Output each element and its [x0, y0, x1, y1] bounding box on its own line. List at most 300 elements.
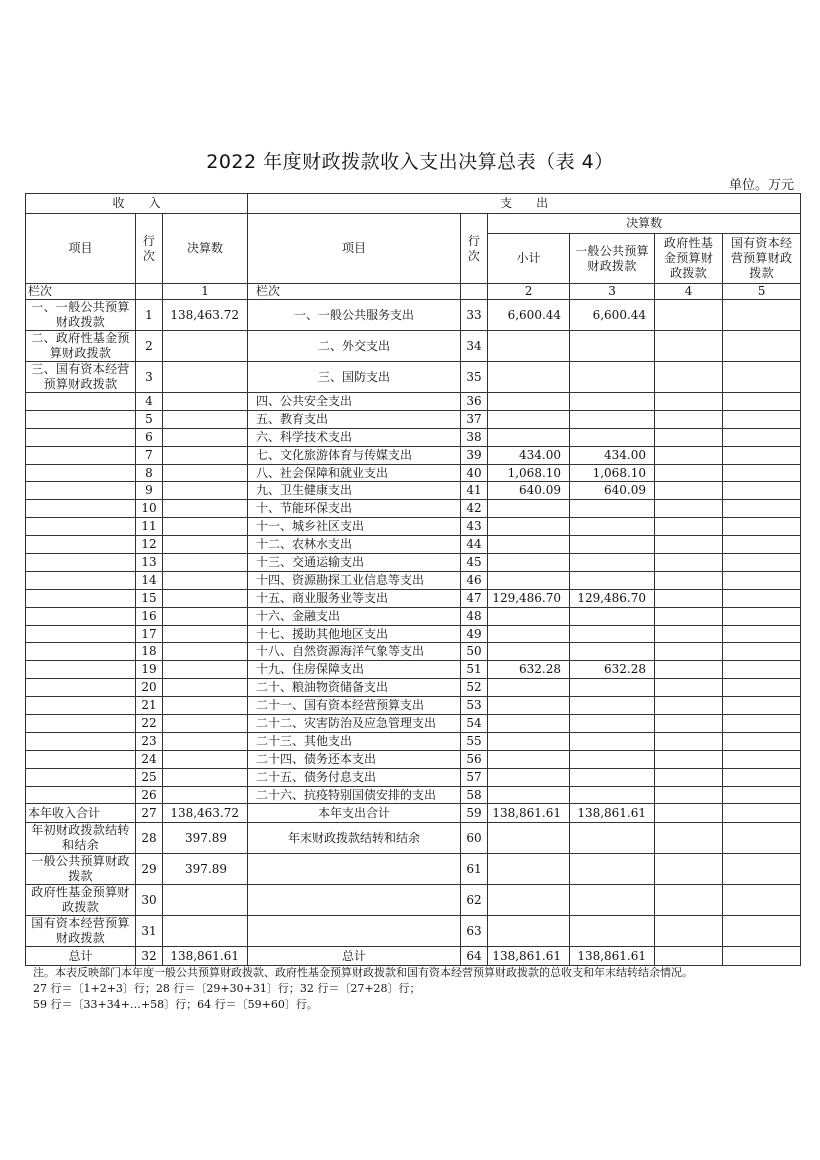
expense-general [570, 536, 655, 554]
empty-cell [570, 885, 655, 916]
table-row [26, 536, 801, 554]
expense-general [570, 331, 655, 362]
empty-cell [26, 500, 136, 518]
income-row-no: 11 [136, 518, 163, 536]
expense-subtotal [488, 518, 570, 536]
expense-item: 八、社会保障和就业支出 [248, 464, 461, 482]
income-row-no: 30 [136, 885, 163, 916]
empty-cell [26, 715, 136, 733]
table-row [26, 393, 801, 411]
expense-item: 七、文化旅游体育与传媒支出 [248, 446, 461, 464]
expense-item-header: 项目 [248, 214, 461, 284]
table-row [26, 362, 801, 393]
expense-subtotal [488, 697, 570, 715]
footnote: 27 行＝〔1+2+3〕行；28 行＝〔29+30+31〕行；32 行＝〔27+28〕行； [33, 982, 421, 995]
empty-cell [163, 679, 248, 697]
expense-general [570, 679, 655, 697]
expense-item: 二十五、债务付息支出 [248, 768, 461, 786]
empty-cell [26, 571, 136, 589]
table-row [26, 643, 801, 661]
empty-cell [723, 428, 801, 446]
expense-subtotal: 632.28 [488, 661, 570, 679]
income-item: 国有资本经营预算财政拨款 [26, 916, 136, 947]
income-row-no: 19 [136, 661, 163, 679]
table-row [26, 428, 801, 446]
state-capital-header: 国有资本经营预算财政拨款 [723, 234, 801, 284]
empty-cell [136, 284, 163, 300]
empty-cell [723, 750, 801, 768]
empty-cell [163, 786, 248, 804]
expense-row-no: 34 [461, 331, 488, 362]
expense-general [570, 643, 655, 661]
income-row-no: 15 [136, 589, 163, 607]
expense-row-no: 59 [461, 804, 488, 823]
expense-item: 二十一、国有资本经营预算支出 [248, 697, 461, 715]
expense-group-header: 支 出 [248, 194, 801, 214]
expense-subtotal [488, 786, 570, 804]
empty-cell [655, 446, 723, 464]
expense-item: 总计 [248, 947, 461, 966]
empty-cell [655, 679, 723, 697]
expense-subtotal [488, 607, 570, 625]
income-row-no: 31 [136, 916, 163, 947]
footnote: 注。本表反映部门本年度一般公共预算财政拨款、政府性基金预算财政拨款和国有资本经营预算财政拨款的总收支和年末结转结余情况。 [33, 966, 693, 979]
income-row-no: 20 [136, 679, 163, 697]
expense-general [570, 410, 655, 428]
empty-cell [655, 607, 723, 625]
expense-subtotal [488, 362, 570, 393]
table-row [26, 661, 801, 679]
empty-cell [26, 482, 136, 500]
expense-item: 二十二、灾害防治及应急管理支出 [248, 715, 461, 733]
empty-cell [26, 732, 136, 750]
empty-cell [163, 916, 248, 947]
empty-cell [163, 410, 248, 428]
expense-row-no: 49 [461, 625, 488, 643]
income-item: 政府性基金预算财政拨款 [26, 885, 136, 916]
empty-cell [163, 393, 248, 411]
income-row-no: 28 [136, 823, 163, 854]
income-row-no: 18 [136, 643, 163, 661]
empty-cell [163, 518, 248, 536]
empty-cell [723, 786, 801, 804]
expense-subtotal [488, 750, 570, 768]
empty-cell [723, 607, 801, 625]
income-item: 总计 [26, 947, 136, 966]
income-row-no: 12 [136, 536, 163, 554]
expense-row-no: 46 [461, 571, 488, 589]
expense-subtotal [488, 625, 570, 643]
empty-cell [26, 750, 136, 768]
expense-subtotal: 129,486.70 [488, 589, 570, 607]
expense-row-no: 45 [461, 554, 488, 572]
expense-item: 六、科学技术支出 [248, 428, 461, 446]
expense-row-no: 60 [461, 823, 488, 854]
empty-cell [163, 768, 248, 786]
table-row [26, 571, 801, 589]
expense-general [570, 697, 655, 715]
empty-cell [723, 589, 801, 607]
expense-row-no: 50 [461, 643, 488, 661]
empty-cell [163, 697, 248, 715]
income-row-no: 32 [136, 947, 163, 966]
table-row [26, 410, 801, 428]
income-row-no: 1 [136, 300, 163, 331]
expense-subtotal: 640.09 [488, 482, 570, 500]
expense-row-no: 64 [461, 947, 488, 966]
expense-item: 三、国防支出 [248, 362, 461, 393]
expense-subtotal [488, 732, 570, 750]
income-item: 三、国有资本经营预算财政拨款 [26, 362, 136, 393]
expense-item: 十二、农林水支出 [248, 536, 461, 554]
expense-general [570, 428, 655, 446]
expense-general: 6,600.44 [570, 300, 655, 331]
expense-item: 十一、城乡社区支出 [248, 518, 461, 536]
income-row-no: 24 [136, 750, 163, 768]
empty-cell [248, 854, 461, 885]
expense-item: 九、卫生健康支出 [248, 482, 461, 500]
empty-cell [655, 715, 723, 733]
column-index-row [26, 284, 801, 300]
empty-cell [723, 500, 801, 518]
empty-cell [655, 823, 723, 854]
income-row-no: 10 [136, 500, 163, 518]
empty-cell [26, 607, 136, 625]
income-item: 本年收入合计 [26, 804, 136, 823]
expense-subtotal: 434.00 [488, 446, 570, 464]
expense-subtotal [488, 410, 570, 428]
income-row-no: 21 [136, 697, 163, 715]
empty-cell [163, 428, 248, 446]
empty-cell [570, 854, 655, 885]
expense-item: 十、节能环保支出 [248, 500, 461, 518]
expense-row-no-header: 行次 [461, 214, 488, 284]
expense-row-no: 35 [461, 362, 488, 393]
expense-row-no: 37 [461, 410, 488, 428]
expense-general: 632.28 [570, 661, 655, 679]
income-amount: 138,861.61 [163, 947, 248, 966]
empty-cell [723, 393, 801, 411]
expense-item: 二十、粮油物资储备支出 [248, 679, 461, 697]
empty-cell [655, 750, 723, 768]
expense-row-no: 40 [461, 464, 488, 482]
expense-general [570, 518, 655, 536]
expense-row-no: 47 [461, 589, 488, 607]
empty-cell [655, 464, 723, 482]
income-amount: 397.89 [163, 823, 248, 854]
empty-cell [655, 661, 723, 679]
expense-subtotal [488, 393, 570, 411]
expense-row-no: 52 [461, 679, 488, 697]
expense-item: 十七、援助其他地区支出 [248, 625, 461, 643]
empty-cell [723, 885, 801, 916]
empty-cell [723, 947, 801, 966]
income-item: 二、政府性基金预算财政拨款 [26, 331, 136, 362]
empty-cell [163, 661, 248, 679]
income-amount: 138,463.72 [163, 300, 248, 331]
income-row-no: 4 [136, 393, 163, 411]
expense-general [570, 607, 655, 625]
empty-cell [26, 464, 136, 482]
expense-row-no: 63 [461, 916, 488, 947]
table-row [26, 916, 801, 947]
column-index-label: 栏次 [248, 284, 461, 300]
expense-item: 二十三、其他支出 [248, 732, 461, 750]
empty-cell [163, 482, 248, 500]
empty-cell [26, 410, 136, 428]
empty-cell [163, 750, 248, 768]
empty-cell [26, 661, 136, 679]
column-index-3: 3 [570, 284, 655, 300]
empty-cell [488, 854, 570, 885]
empty-cell [723, 768, 801, 786]
table-row [26, 786, 801, 804]
empty-cell [570, 916, 655, 947]
income-row-no: 9 [136, 482, 163, 500]
expense-subtotal [488, 554, 570, 572]
expense-row-no: 54 [461, 715, 488, 733]
empty-cell [163, 732, 248, 750]
empty-cell [163, 625, 248, 643]
expense-fund [655, 300, 723, 331]
empty-cell [655, 571, 723, 589]
table-row [26, 500, 801, 518]
expense-row-no: 36 [461, 393, 488, 411]
expense-general: 1,068.10 [570, 464, 655, 482]
page-title: 2022 年度财政拨款收入支出决算总表（表 4） [206, 151, 614, 173]
empty-cell [655, 589, 723, 607]
expense-item: 五、教育支出 [248, 410, 461, 428]
expense-general [570, 393, 655, 411]
income-amount [163, 331, 248, 362]
table-row [26, 823, 801, 854]
empty-cell [655, 643, 723, 661]
income-row-no: 2 [136, 331, 163, 362]
expense-subtotal [488, 768, 570, 786]
income-row-no: 27 [136, 804, 163, 823]
expense-subtotal: 138,861.61 [488, 804, 570, 823]
expense-subtotal [488, 500, 570, 518]
empty-cell [655, 410, 723, 428]
expense-subtotal [488, 715, 570, 733]
empty-cell [26, 643, 136, 661]
expense-general [570, 750, 655, 768]
expense-general: 640.09 [570, 482, 655, 500]
expense-general [570, 732, 655, 750]
footnote: 59 行＝〔33+34+…+58〕行；64 行＝〔59+60〕行。 [33, 998, 318, 1011]
expense-row-no: 51 [461, 661, 488, 679]
expense-row-no: 33 [461, 300, 488, 331]
column-index-5: 5 [723, 284, 801, 300]
column-header-row-1 [26, 214, 801, 234]
income-item: 年初财政拨款结转和结余 [26, 823, 136, 854]
income-row-no: 29 [136, 854, 163, 885]
empty-cell [655, 482, 723, 500]
empty-cell [163, 589, 248, 607]
expense-subtotal: 138,861.61 [488, 947, 570, 966]
empty-cell [655, 854, 723, 885]
empty-cell [655, 916, 723, 947]
table-row [26, 518, 801, 536]
budget-summary-table [25, 193, 801, 966]
column-index-label: 栏次 [26, 284, 136, 300]
empty-cell [488, 885, 570, 916]
fund-budget-header: 政府性基金预算财政拨款 [655, 234, 723, 284]
income-row-no: 22 [136, 715, 163, 733]
expense-row-no: 39 [461, 446, 488, 464]
empty-cell [723, 732, 801, 750]
expense-item: 本年支出合计 [248, 804, 461, 823]
empty-cell [723, 715, 801, 733]
general-budget-header: 一般公共预算财政拨款 [570, 234, 655, 284]
expense-item: 年末财政拨款结转和结余 [248, 823, 461, 854]
footnotes [33, 965, 693, 1013]
empty-cell [723, 446, 801, 464]
empty-cell [163, 464, 248, 482]
empty-cell [163, 554, 248, 572]
empty-cell [488, 916, 570, 947]
income-item-header: 项目 [26, 214, 136, 284]
empty-cell [163, 446, 248, 464]
expense-general [570, 786, 655, 804]
empty-cell [26, 536, 136, 554]
expense-row-no: 55 [461, 732, 488, 750]
empty-cell [723, 464, 801, 482]
table-row [26, 482, 801, 500]
income-amount: 138,463.72 [163, 804, 248, 823]
table-row [26, 554, 801, 572]
empty-cell [723, 697, 801, 715]
expense-row-no: 48 [461, 607, 488, 625]
table-row [26, 947, 801, 966]
expense-item: 四、公共安全支出 [248, 393, 461, 411]
expense-subtotal [488, 643, 570, 661]
table-row [26, 331, 801, 362]
table-row [26, 854, 801, 885]
empty-cell [26, 446, 136, 464]
empty-cell [26, 679, 136, 697]
empty-cell [723, 804, 801, 823]
table-row [26, 679, 801, 697]
empty-cell [26, 697, 136, 715]
expense-general [570, 500, 655, 518]
expense-item: 十六、金融支出 [248, 607, 461, 625]
expense-subtotal [488, 428, 570, 446]
expense-general [570, 768, 655, 786]
expense-subtotal: 6,600.44 [488, 300, 570, 331]
expense-general: 138,861.61 [570, 947, 655, 966]
expense-item: 十四、资源勘探工业信息等支出 [248, 571, 461, 589]
expense-capital [723, 331, 801, 362]
income-row-no: 26 [136, 786, 163, 804]
empty-cell [655, 536, 723, 554]
column-index-4: 4 [655, 284, 723, 300]
table-row [26, 750, 801, 768]
empty-cell [26, 554, 136, 572]
table-row [26, 732, 801, 750]
empty-cell [723, 536, 801, 554]
expense-general: 138,861.61 [570, 804, 655, 823]
expense-subtotal: 1,068.10 [488, 464, 570, 482]
expense-general [570, 554, 655, 572]
expense-general: 434.00 [570, 446, 655, 464]
empty-cell [655, 732, 723, 750]
empty-cell [655, 393, 723, 411]
empty-cell [461, 284, 488, 300]
expense-row-no: 42 [461, 500, 488, 518]
empty-cell [570, 823, 655, 854]
expense-capital [723, 362, 801, 393]
unit-label: 单位。万元 [728, 178, 794, 193]
empty-cell [163, 500, 248, 518]
empty-cell [655, 428, 723, 446]
empty-cell [163, 715, 248, 733]
expense-subtotal [488, 571, 570, 589]
empty-cell [26, 393, 136, 411]
income-item: 一、一般公共预算财政拨款 [26, 300, 136, 331]
income-row-no: 8 [136, 464, 163, 482]
empty-cell [248, 885, 461, 916]
empty-cell [655, 697, 723, 715]
expense-subtotal [488, 679, 570, 697]
table-row [26, 804, 801, 823]
expense-general [570, 571, 655, 589]
empty-cell [248, 916, 461, 947]
empty-cell [163, 571, 248, 589]
income-row-no: 23 [136, 732, 163, 750]
empty-cell [488, 823, 570, 854]
empty-cell [655, 804, 723, 823]
empty-cell [655, 947, 723, 966]
expense-row-no: 58 [461, 786, 488, 804]
income-amount-header: 决算数 [163, 214, 248, 284]
group-header-row [26, 194, 801, 214]
empty-cell [26, 786, 136, 804]
empty-cell [26, 625, 136, 643]
table-row [26, 885, 801, 916]
income-row-no: 14 [136, 571, 163, 589]
subtotal-header: 小计 [488, 234, 570, 284]
expense-row-no: 44 [461, 536, 488, 554]
column-index-2: 2 [488, 284, 570, 300]
empty-cell [655, 885, 723, 916]
expense-row-no: 56 [461, 750, 488, 768]
empty-cell [655, 554, 723, 572]
empty-cell [163, 607, 248, 625]
expense-general [570, 715, 655, 733]
expense-row-no: 41 [461, 482, 488, 500]
empty-cell [723, 916, 801, 947]
empty-cell [655, 768, 723, 786]
expense-item: 十八、自然资源海洋气象等支出 [248, 643, 461, 661]
expense-row-no: 57 [461, 768, 488, 786]
expense-general [570, 362, 655, 393]
expense-capital [723, 300, 801, 331]
table-row [26, 768, 801, 786]
income-row-no: 6 [136, 428, 163, 446]
expense-row-no: 61 [461, 854, 488, 885]
empty-cell [723, 482, 801, 500]
expense-item: 二十四、债务还本支出 [248, 750, 461, 768]
income-row-no: 17 [136, 625, 163, 643]
expense-fund [655, 331, 723, 362]
table-row [26, 697, 801, 715]
table-row [26, 607, 801, 625]
income-row-no: 16 [136, 607, 163, 625]
empty-cell [163, 885, 248, 916]
empty-cell [723, 643, 801, 661]
table-row [26, 715, 801, 733]
